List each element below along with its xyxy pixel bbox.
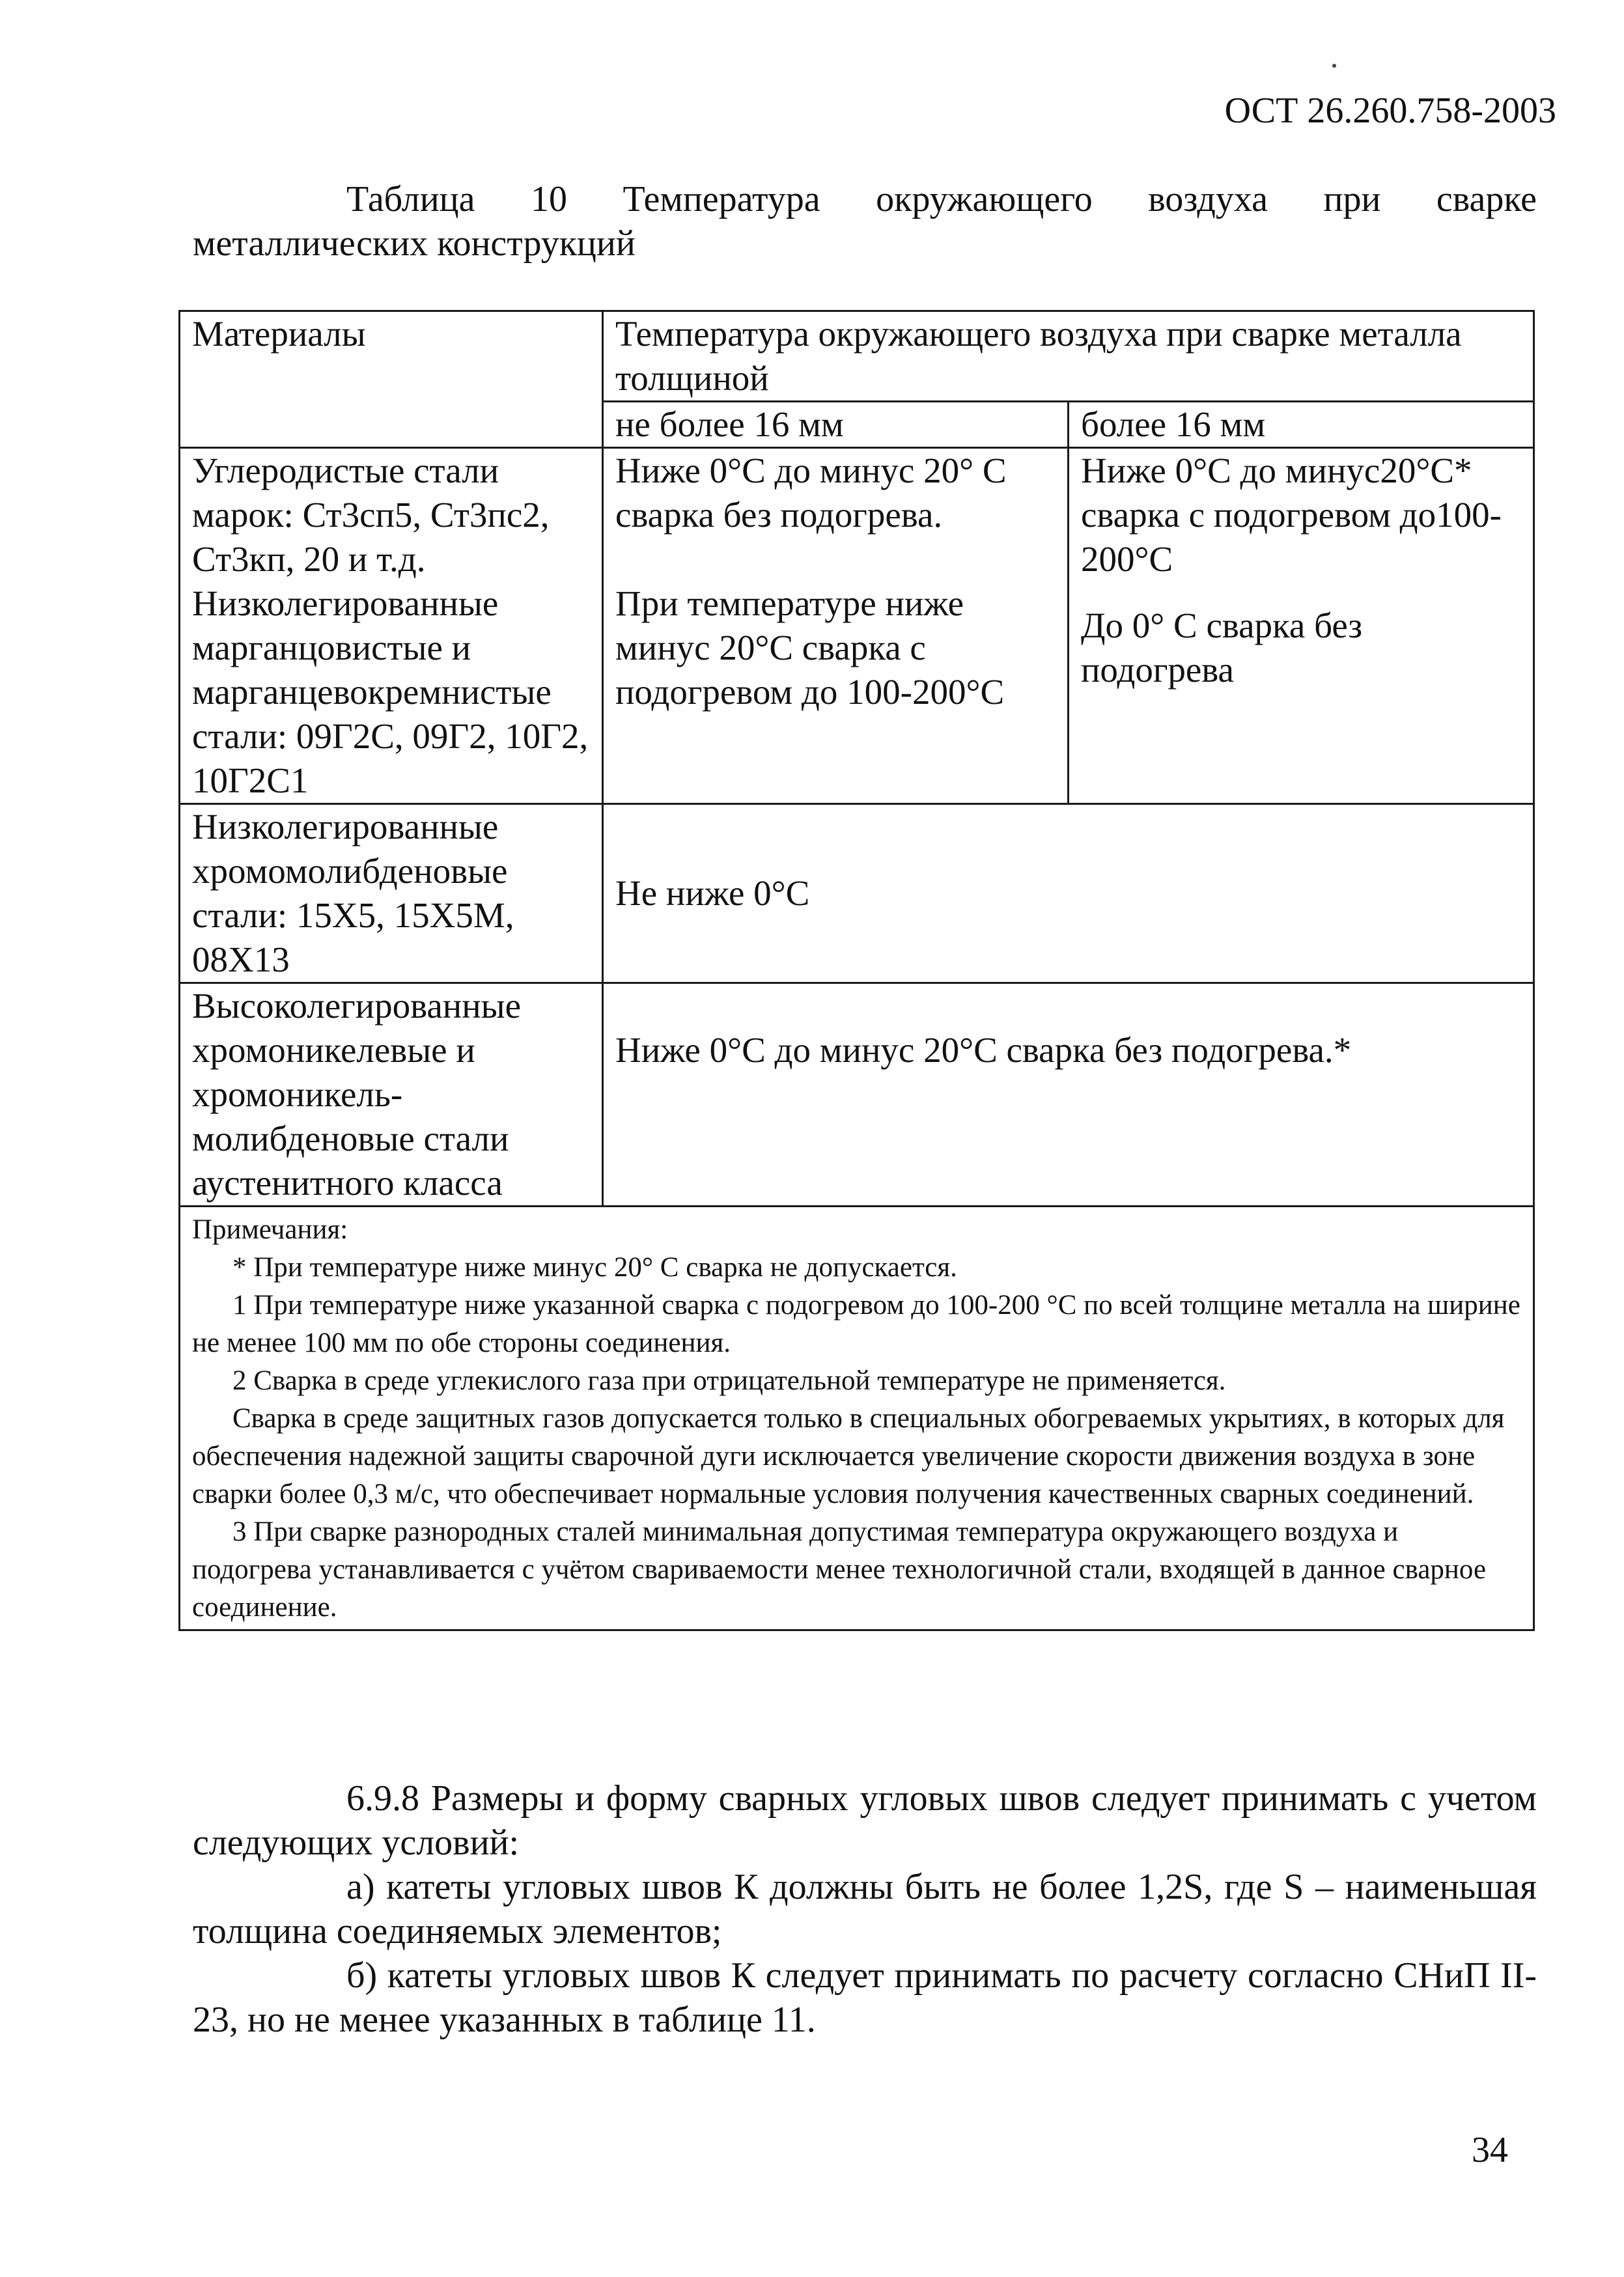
caption-word: воздуха [1148, 179, 1268, 219]
high-alloy-value: Ниже 0°С до минус 20°С сварка без подогрева.* [603, 983, 1534, 1207]
note-item: * При температуре ниже минус 20° С сварка не допускается. [232, 1252, 957, 1283]
table-header-row [180, 311, 1534, 402]
table-row [180, 804, 1534, 983]
body-text [193, 1776, 1537, 2042]
table-row [180, 448, 1534, 804]
table-row [180, 983, 1534, 1207]
chrome-molybdenum-value: Не ниже 0°С [603, 804, 1534, 983]
header-thickness-thick: более 16 мм [1069, 402, 1534, 448]
thick-metal-cell [1069, 448, 1534, 804]
notes-title: Примечания: [192, 1214, 348, 1245]
thin-carbon-value: Ниже 0°С до минус 20° С сварка без подогрева. [615, 451, 1007, 535]
note-item: 1 При температуре ниже указанной сварка с подогревом до 100-200 °С по всей толщине металла на ширине не менее 100 мм по обе стороны соединения. [192, 1290, 1520, 1358]
thin-metal-cell [603, 448, 1069, 804]
table-caption [193, 177, 1537, 266]
header-thickness-thin: не более 16 мм [603, 402, 1069, 448]
materials-chrome-molybdenum: Низколегированные хромомолибденовые стали: 15Х5, 15Х5М, 08Х13 [180, 804, 603, 983]
caption-word: сварке [1436, 179, 1537, 219]
header-materials: Материалы [180, 311, 603, 448]
page-number: 34 [1472, 2130, 1508, 2170]
welding-temperature-table [178, 310, 1535, 1631]
paragraph-item-a: а) катеты угловых швов К должны быть не более 1,2S, где S – наименьшая толщина соединяемых элементов; [193, 1867, 1537, 1951]
materials-low-alloy-manganese: Низколегированные марганцовистые и марганцевокремнистые стали: 09Г2С, 09Г2, 10Г2, 10Г2С1 [192, 583, 589, 800]
caption-word: при [1323, 179, 1381, 219]
caption-word: Температура [623, 179, 820, 219]
notes-cell [180, 1207, 1534, 1630]
note-item: 3 При сварке разнородных сталей минимальная допустимая температура окружающего воздуха и подогрева устанавливается с учётом свариваемости менее технологичной стали, входящей в данное сварное соединение. [192, 1516, 1487, 1623]
caption-line-1 [346, 177, 1537, 221]
materials-carbon-steels: Углеродистые стали марок: Ст3сп5, Ст3пс2, Ст3кп, 20 и т.д. [192, 451, 550, 579]
document-code: ОСТ 26.260.758-2003 [1224, 91, 1556, 131]
table-notes-row [180, 1207, 1534, 1630]
note-item: 2 Сварка в среде углекислого газа при отрицательной температуре не применяется. [232, 1365, 1226, 1396]
thick-carbon-value: Ниже 0°С до минус20°С* сварка с подогревом до100-200°С [1081, 451, 1502, 579]
caption-line-2: металлических конструкций [193, 223, 636, 264]
scan-speck [1332, 64, 1336, 68]
thick-low-alloy-value: До 0° С сварка без подогрева [1081, 606, 1363, 690]
materials-cell [180, 448, 603, 804]
note-item: Сварка в среде защитных газов допускается только в специальных обогреваемых укрытиях, в которых для обеспечения надежной защиты сварочной дуги исключается увеличение скорости движения воздуха в зоне сварки более 0,3 м/с, что обеспечивает нормальные условия получения качественных сварных соединений. [192, 1403, 1505, 1509]
paragraph-6-9-8: 6.9.8 Размеры и форму сварных угловых швов следует принимать с учетом следующих условий: [193, 1778, 1537, 1863]
header-temperature-group: Температура окружающего воздуха при сварке металла толщиной [603, 311, 1534, 402]
caption-word: окружающего [876, 179, 1093, 219]
caption-number: 10 [530, 179, 567, 219]
materials-high-alloy-austenitic: Высоколегированные хромоникелевые и хромоникель-молибденовые стали аустенитного класса [180, 983, 603, 1207]
thin-low-alloy-value: При температуре ниже минус 20°С сварка с подогревом до 100-200°С [615, 583, 1005, 712]
caption-label: Таблица [346, 179, 475, 219]
paragraph-item-b: б) катеты угловых швов К следует принимать по расчету согласно СНиП II-23, но не менее указанных в таблице 11. [193, 1955, 1537, 2040]
